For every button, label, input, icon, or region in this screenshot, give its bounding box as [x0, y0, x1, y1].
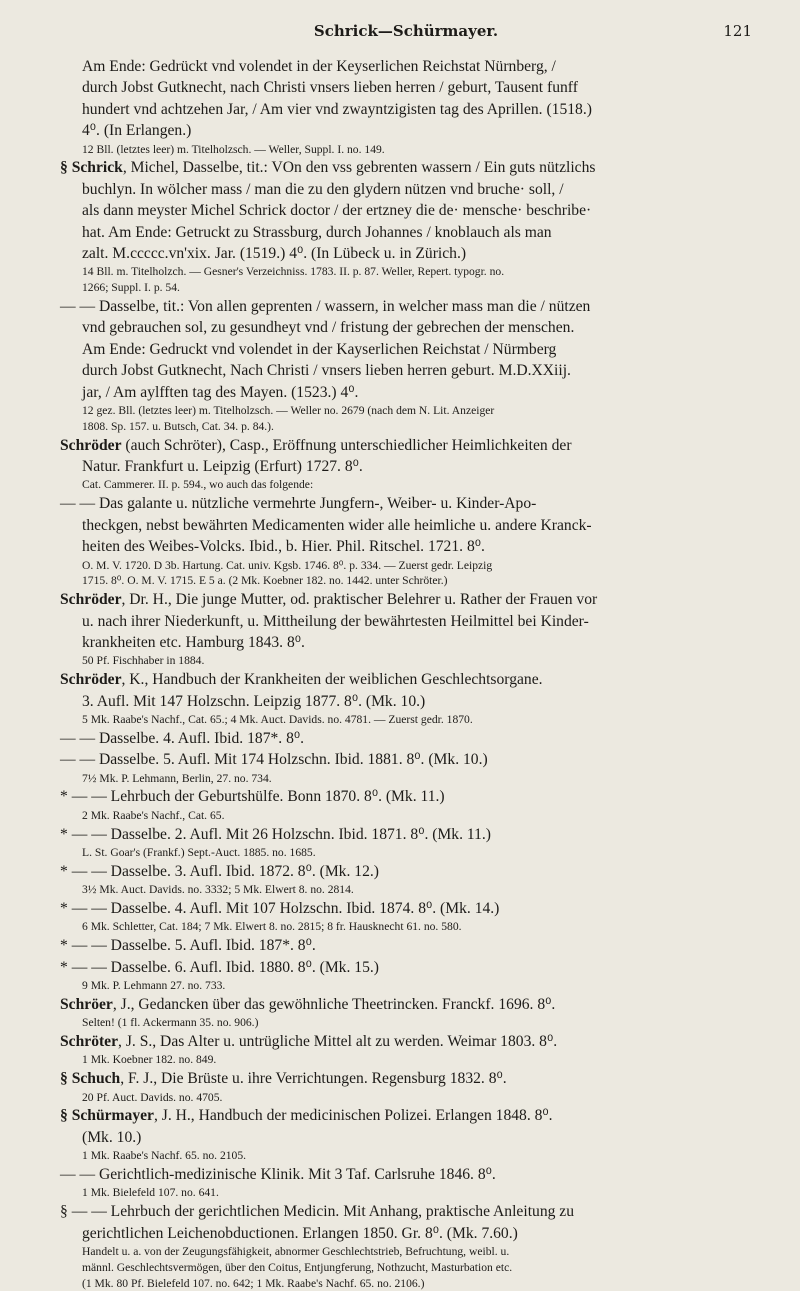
entry-line: — — Das galante u. nützliche vermehrte Jungfern-, Weiber- u. Kinder-Apo-: [60, 495, 537, 513]
entry-text: , Dr. H., Die junge Mutter, od. praktischer Belehrer u. Rather der Frauen vor: [121, 591, 598, 609]
entry-headword: Schröder: [60, 671, 122, 689]
entry-line: [60, 994, 772, 1015]
citation-note-line: 14 Bll. m. Titelholzch. — Gesner's Verzeichniss. 1783. II. p. 87. Weller, Repert. typogr. no.: [82, 265, 505, 279]
citation-note-line: 50 Pf. Fischhaber in 1884.: [82, 654, 205, 668]
citation-note-line: Selten! (1 fl. Ackermann 35. no. 906.): [82, 1016, 259, 1030]
entry-line: (Mk. 10.): [82, 1128, 142, 1146]
entry-text: , F. J., Die Brüste u. ihre Verrichtungen. Regensburg 1832. 8⁰.: [120, 1070, 507, 1088]
entry-line: [60, 1068, 772, 1089]
entry-line: als dann meyster Michel Schrick doctor / der ertzney die de· mensche· beschribe·: [82, 202, 592, 220]
entry-line: vnd gebrauchen sol, zu gesundheyt vnd / fristung der gebrechen der menschen.: [82, 319, 575, 337]
entry-line: * — — Dasselbe. 4. Aufl. Mit 107 Holzschn. Ibid. 1874. 8⁰. (Mk. 14.): [60, 899, 500, 917]
citation-note-line: 1 Mk. Bielefeld 107. no. 641.: [82, 1186, 219, 1200]
citation-note-line: 1808. Sp. 157. u. Butsch, Cat. 34. p. 84.).: [82, 419, 274, 433]
entry-line: [60, 1105, 772, 1126]
entry-text: , K., Handbuch der Krankheiten der weiblichen Geschlechtsorgane.: [121, 671, 543, 689]
citation-note-line: L. St. Goar's (Frankf.) Sept.-Auct. 1885. no. 1685.: [82, 845, 316, 859]
entry-line: durch Jobst Gutknecht, Nach Christi / vnsers lieben herren geburt. M.D.XXiij.: [82, 362, 571, 380]
citation-note-line: männl. Geschlechtsvermögen, über den Coitus, Entjungferung, Nothzucht, Masturbation etc.: [82, 1260, 513, 1274]
entry-line: — — Dasselbe. 5. Aufl. Mit 174 Holzschn. Ibid. 1881. 8⁰. (Mk. 10.): [60, 751, 488, 769]
entry-headword: § Schürmayer: [60, 1107, 154, 1125]
citation-note-line: 12 gez. Bll. (letztes leer) m. Titelholzsch. — Weller no. 2679 (nach dem N. Lit. Anzeiger: [82, 404, 495, 418]
citation-note-line: 5 Mk. Raabe's Nachf., Cat. 65.; 4 Mk. Auct. Davids. no. 4781. — Zuerst gedr. 1870.: [82, 712, 473, 726]
citation-note-line: (1 Mk. 80 Pf. Bielefeld 107. no. 642; 1 Mk. Raabe's Nachf. 65. no. 2106.): [82, 1276, 425, 1290]
entry-line: [60, 157, 772, 178]
citation-note-line: 7½ Mk. P. Lehmann, Berlin, 27. no. 734.: [82, 771, 272, 785]
entry-line: * — — Dasselbe. 5. Aufl. Ibid. 187*. 8⁰.: [60, 937, 316, 955]
citation-note-line: 1 Mk. Raabe's Nachf. 65. no. 2105.: [82, 1149, 247, 1163]
citation-note-line: Cat. Cammerer. II. p. 594., wo auch das folgende:: [82, 478, 314, 492]
entry-text: , Michel, Dasselbe, tit.: VOn den vss gebrenten wassern / Ein guts nützlichs: [122, 159, 596, 177]
entry-line: zalt. M.ccccc.vn'xix. Jar. (1519.) 4⁰. (In Lübeck u. in Zürich.): [82, 245, 467, 263]
entry-line: durch Jobst Gutknecht, nach Christi vnsers lieben herren / geburt, Tausent funff: [82, 79, 578, 97]
entry-text: , J. S., Das Alter u. untrügliche Mittel alt zu werden. Weimar 1803. 8⁰.: [118, 1032, 558, 1050]
entry-line: u. nach ihrer Niederkunft, u. Mittheilung der bewährtesten Heilmittel bei Kinder-: [82, 612, 589, 630]
entry-headword: § Schrick: [60, 159, 123, 177]
entry-line: [60, 669, 772, 690]
entry-line: Am Ende: Gedruckt vnd volendet in der Kayserlichen Reichstat / Nürmberg: [82, 340, 557, 358]
citation-note-line: 12 Bll. (letztes leer) m. Titelholzsch. — Weller, Suppl. I. no. 149.: [82, 142, 385, 156]
entry-line: 3. Aufl. Mit 147 Holzschn. Leipzig 1877. 8⁰. (Mk. 10.): [82, 692, 426, 710]
entry-line: * — — Dasselbe. 2. Aufl. Mit 26 Holzschn. Ibid. 1871. 8⁰. (Mk. 11.): [60, 825, 491, 843]
citation-note-line: 1715. 8⁰. O. M. V. 1715. E 5 a. (2 Mk. Koebner 182. no. 1442. unter Schröter.): [82, 574, 448, 588]
entry-line: [60, 435, 772, 456]
citation-note-line: Handelt u. a. von der Zeugungsfähigkeit, abnormer Geschlechtstrieb, Befruchtung, weibl. u.: [82, 1244, 510, 1258]
entry-line: gerichtlichen Leichenobductionen. Erlangen 1850. Gr. 8⁰. (Mk. 7.60.): [82, 1224, 518, 1242]
entry-line: 4⁰. (In Erlangen.): [82, 122, 192, 140]
citation-note-line: 6 Mk. Schletter, Cat. 184; 7 Mk. Elwert 8. no. 2815; 8 fr. Hausknecht 61. no. 580.: [82, 920, 462, 934]
entry-line: — — Gerichtlich-medizinische Klinik. Mit 3 Taf. Carlsruhe 1846. 8⁰.: [60, 1165, 496, 1183]
entry-line: * — — Dasselbe. 3. Aufl. Ibid. 1872. 8⁰. (Mk. 12.): [60, 862, 379, 880]
entry-headword: § Schuch: [60, 1070, 121, 1088]
entry-line: jar, / Am aylfften tag des Mayen. (1523.) 4⁰.: [82, 383, 359, 401]
page-number: 121: [723, 22, 752, 40]
citation-note-line: 20 Pf. Auct. Davids. no. 4705.: [82, 1090, 223, 1104]
entry-headword: Schröder: [60, 591, 122, 609]
entry-line: Natur. Frankfurt u. Leipzig (Erfurt) 1727. 8⁰.: [82, 458, 363, 476]
entry-line: hat. Am Ende: Getruckt zu Strassburg, durch Johannes / knoblauch als man: [82, 223, 552, 241]
entry-line: [60, 589, 772, 610]
entry-line: — — Dasselbe. 4. Aufl. Ibid. 187*. 8⁰.: [60, 729, 305, 747]
entry-line: hundert vnd achtzehen Jar, / Am vier vnd zwayntzigisten tag des Aprillen. (1518.): [82, 100, 592, 118]
entry-headword: Schröder: [60, 436, 122, 454]
citation-note-line: 1 Mk. Koebner 182. no. 849.: [82, 1053, 217, 1067]
entry-text: , J., Gedancken über das gewöhnliche Theetrincken. Franckf. 1696. 8⁰.: [112, 995, 556, 1013]
entry-line: [60, 1031, 772, 1052]
entry-headword: Schröer: [60, 995, 113, 1013]
entry-line: — — Dasselbe, tit.: Von allen geprenten / wassern, in welcher mass man die / nützen: [60, 298, 591, 316]
running-head: Schrick—Schürmayer.: [313, 22, 499, 40]
entry-line: heiten des Weibes-Volcks. Ibid., b. Hier. Phil. Ritschel. 1721. 8⁰.: [82, 538, 485, 556]
entry-line: theckgen, nebst bewährten Medicamenten wider alle heimliche u. andere Kranck-: [82, 516, 592, 534]
entry-text: , J. H., Handbuch der medicinischen Polizei. Erlangen 1848. 8⁰.: [153, 1107, 553, 1125]
citation-note-line: 2 Mk. Raabe's Nachf., Cat. 65.: [82, 808, 225, 822]
page-header: [60, 22, 752, 48]
entry-line: * — — Dasselbe. 6. Aufl. Ibid. 1880. 8⁰. (Mk. 15.): [60, 958, 379, 976]
entry-text: (auch Schröter), Casp., Eröffnung unterschiedlicher Heimlichkeiten der: [121, 436, 572, 454]
entry-line: Am Ende: Gedrückt vnd volendet in der Keyserlichen Reichstat Nürnberg, /: [82, 58, 556, 75]
citation-note-line: O. M. V. 1720. D 3b. Hartung. Cat. univ. Kgsb. 1746. 8⁰. p. 334. — Zuerst gedr. Leipzig: [82, 558, 493, 572]
entry-line: buchlyn. In wölcher mass / man die zu den glydern nützen vnd bruche· soll, /: [82, 180, 564, 198]
citation-note-line: 1266; Suppl. I. p. 54.: [82, 281, 180, 295]
citation-note-line: 9 Mk. P. Lehmann 27. no. 733.: [82, 978, 226, 992]
entry-line: * — — Lehrbuch der Geburtshülfe. Bonn 1870. 8⁰. (Mk. 11.): [60, 788, 445, 806]
entry-headword: Schröter: [60, 1032, 119, 1050]
bibliography-entries: [60, 56, 772, 1291]
entry-line: krankheiten etc. Hamburg 1843. 8⁰.: [82, 633, 305, 651]
citation-note-line: 3½ Mk. Auct. Davids. no. 3332; 5 Mk. Elwert 8. no. 2814.: [82, 883, 354, 897]
entry-line: § — — Lehrbuch der gerichtlichen Medicin. Mit Anhang, praktische Anleitung zu: [60, 1203, 575, 1221]
